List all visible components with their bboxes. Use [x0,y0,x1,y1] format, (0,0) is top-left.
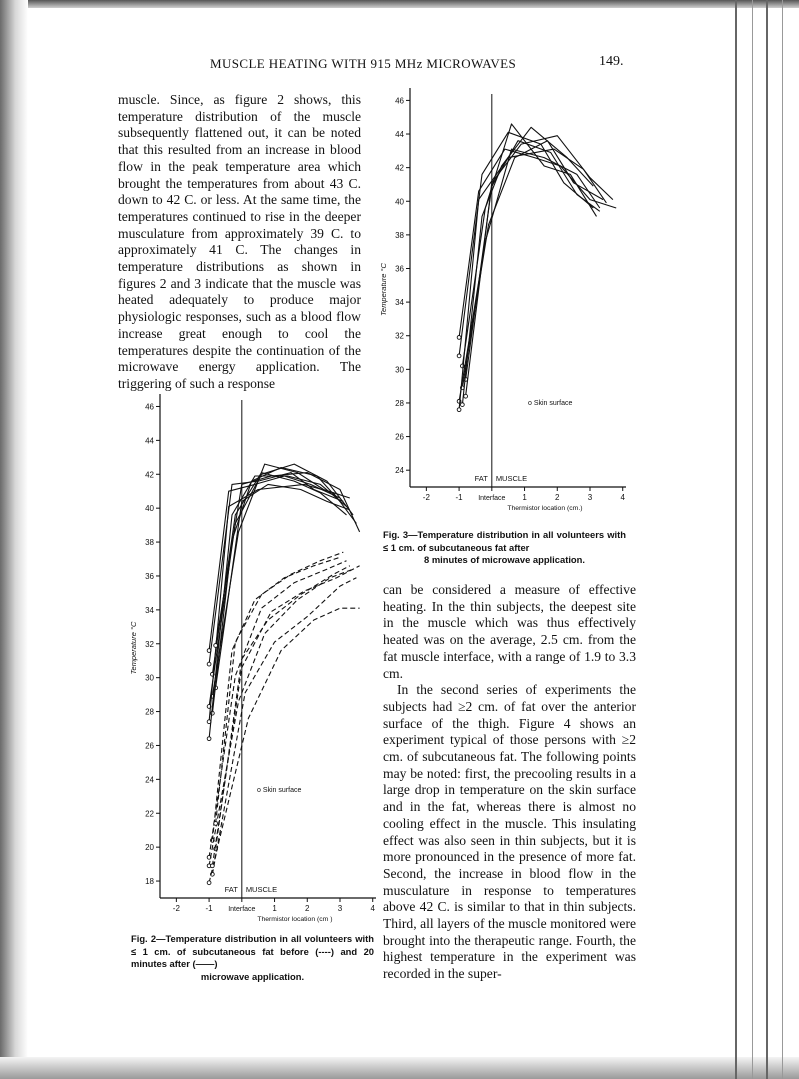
skin-surface-point [207,662,211,666]
x-tick-label: -2 [172,904,180,913]
y-tick-label: 22 [145,809,154,819]
x-tick-label: 1 [272,904,277,913]
skin-surface-point [210,864,214,868]
x-tick-label: 4 [620,493,625,502]
body-paragraph: In the second series of experiments the subjects had ≥2 cm. of fat over the anterior surface of the thigh. Figure 4 shows an experiment typical of those persons with ≥2 cm. of subcutaneous fat. The following points may be noted: first, the precooling results in a large drop in temperature on the skin surface and in the fat, whereas there is almost no cooling effect in the muscle. This insulating effect was also seen in thin subjects, but it is more pronounced in the presence of more fat. Second, the increase in blood flow in the musculature in response to temperatures above 42 C. is similar to that in thin subjects. Third, all layers of the muscle monitored were brought into the therapeutic range. Fourth, the highest temperature in the experiment was recorded in the super- [383,682,636,982]
skin-surface-point [464,394,468,398]
y-tick-label: 46 [145,402,154,412]
y-tick-label: 28 [395,398,404,408]
before-curve [209,569,353,866]
y-axis-label: Temperature °C [129,621,138,675]
figure-3-caption [383,529,626,567]
x-axis-label: Thermistor location (cm.) [507,505,583,512]
x-tick-label: 4 [370,904,375,913]
body-paragraph: muscle. Since, as figure 2 shows, this temperature distribution of the muscle subsequently flattened out, it can be noted that this resulted from an increase in blood flow in the peak temperature area which brought the temperatures from about 43 C. down to 42 C. or less. At the same time, the temperatures continued to rise in the deeper musculature from approximately 39 C. to approximately 41 C. The changes in temperature distributions as shown in figures 2 and 3 indicate that the muscle was heated adequately to produce major physiologic responses, such as a blood flow increase great enough to cool the temperatures despite the continuation of the microwave energy application. The triggering of such a response [118,92,361,391]
y-tick-label: 26 [395,432,404,442]
y-tick-label: 40 [145,504,154,514]
x-tick-label: Interface [228,906,256,913]
after-curve [209,464,353,706]
y-tick-label: 34 [395,298,404,308]
y-tick-label: 24 [395,466,404,476]
caption-text: microwave application. [200,970,305,982]
y-tick-label: 42 [145,470,154,480]
after-curve [209,476,346,739]
x-tick-label: -2 [422,493,430,502]
y-tick-label: 28 [145,707,154,717]
y-tick-label: 36 [145,571,154,581]
binding-gutter-line [782,0,783,1079]
y-tick-label: 20 [145,843,154,853]
running-title: MUSCLE HEATING WITH 915 MHz MICROWAVES [210,56,517,71]
skin-surface-point [457,354,461,358]
x-tick-label: -1 [455,493,463,502]
y-tick-label: 34 [145,605,154,615]
after-curve [462,141,603,388]
y-tick-label: 24 [145,775,154,785]
x-tick-label: 1 [522,493,527,502]
y-tick-label: 32 [395,331,404,341]
skin-surface-point [460,403,464,407]
y-tick-label: 30 [145,673,154,683]
y-tick-label: 42 [395,163,404,173]
region-label-fat: FAT [224,885,238,894]
body-paragraph: can be considered a measure of effective heating. In the thin subjects, the deepest site in the muscle which was thus effectively heated was on the average, 2.5 cm. from the fat muscle interface, with a range of 1.9 to 3.3 cm. [383,582,636,681]
x-tick-label: 3 [337,904,343,913]
binding-gutter-line [766,0,768,1079]
before-curve [212,566,359,866]
x-tick-label: 3 [587,493,593,502]
x-tick-label: Interface [478,495,506,502]
scan-border-left [0,0,28,1079]
figure-3-chart [362,82,632,522]
skin-surface-point [207,737,211,741]
binding-gutter-line [735,0,737,1079]
before-curve [209,561,346,858]
region-label-muscle: MUSCLE [245,885,278,894]
caption-text: Fig. 2—Temperature distribution in all volunteers with ≤ 1 cm. of subcutaneous fat before (----) and 20 minutes after (——) [131,933,374,969]
page-number: 149. [599,54,624,69]
left-text-column [118,92,361,393]
skin-surface-point [214,644,218,648]
region-label-fat: FAT [474,474,488,483]
scan-border-top [0,0,799,8]
before-curve [212,578,356,875]
y-tick-label: 46 [395,96,404,106]
caption-text: 8 minutes of microwave application. [424,554,585,565]
figure-2-chart [112,388,382,928]
region-label-muscle: MUSCLE [495,474,528,483]
y-tick-label: 40 [395,197,404,207]
after-curve [459,149,616,337]
y-tick-label: 32 [145,639,154,649]
y-tick-label: 44 [395,130,404,140]
skin-surface-point [207,881,211,885]
before-curve [216,552,344,823]
x-tick-label: 2 [305,904,310,913]
skin-surface-point [457,336,461,340]
y-tick-label: 44 [145,436,154,446]
skin-surface-legend: o Skin surface [528,400,573,407]
y-axis-label: Temperature °C [379,263,388,316]
before-curve [209,608,360,883]
right-text-column [383,582,636,983]
skin-surface-point [457,408,461,412]
skin-surface-point [214,822,218,826]
x-axis-label: Thermistor location (cm ) [257,916,333,923]
after-curve [466,136,613,397]
binding-gutter-line [752,0,753,1079]
after-curve [212,473,346,675]
y-tick-label: 30 [395,365,404,375]
after-curve [466,141,600,380]
x-tick-label: -1 [205,904,213,913]
y-tick-label: 36 [395,264,404,274]
skin-surface-legend: o Skin surface [257,787,302,794]
y-tick-label: 18 [145,877,154,887]
caption-text: Fig. 3—Temperature distribution in all volunteers with ≤ 1 cm. of subcutaneous fat after [383,529,626,553]
y-tick-label: 38 [145,538,154,548]
y-tick-label: 26 [145,741,154,751]
x-tick-label: 2 [555,493,560,502]
scan-border-bottom [0,1057,799,1079]
figure-2-caption [131,933,374,983]
y-tick-label: 38 [395,230,404,240]
